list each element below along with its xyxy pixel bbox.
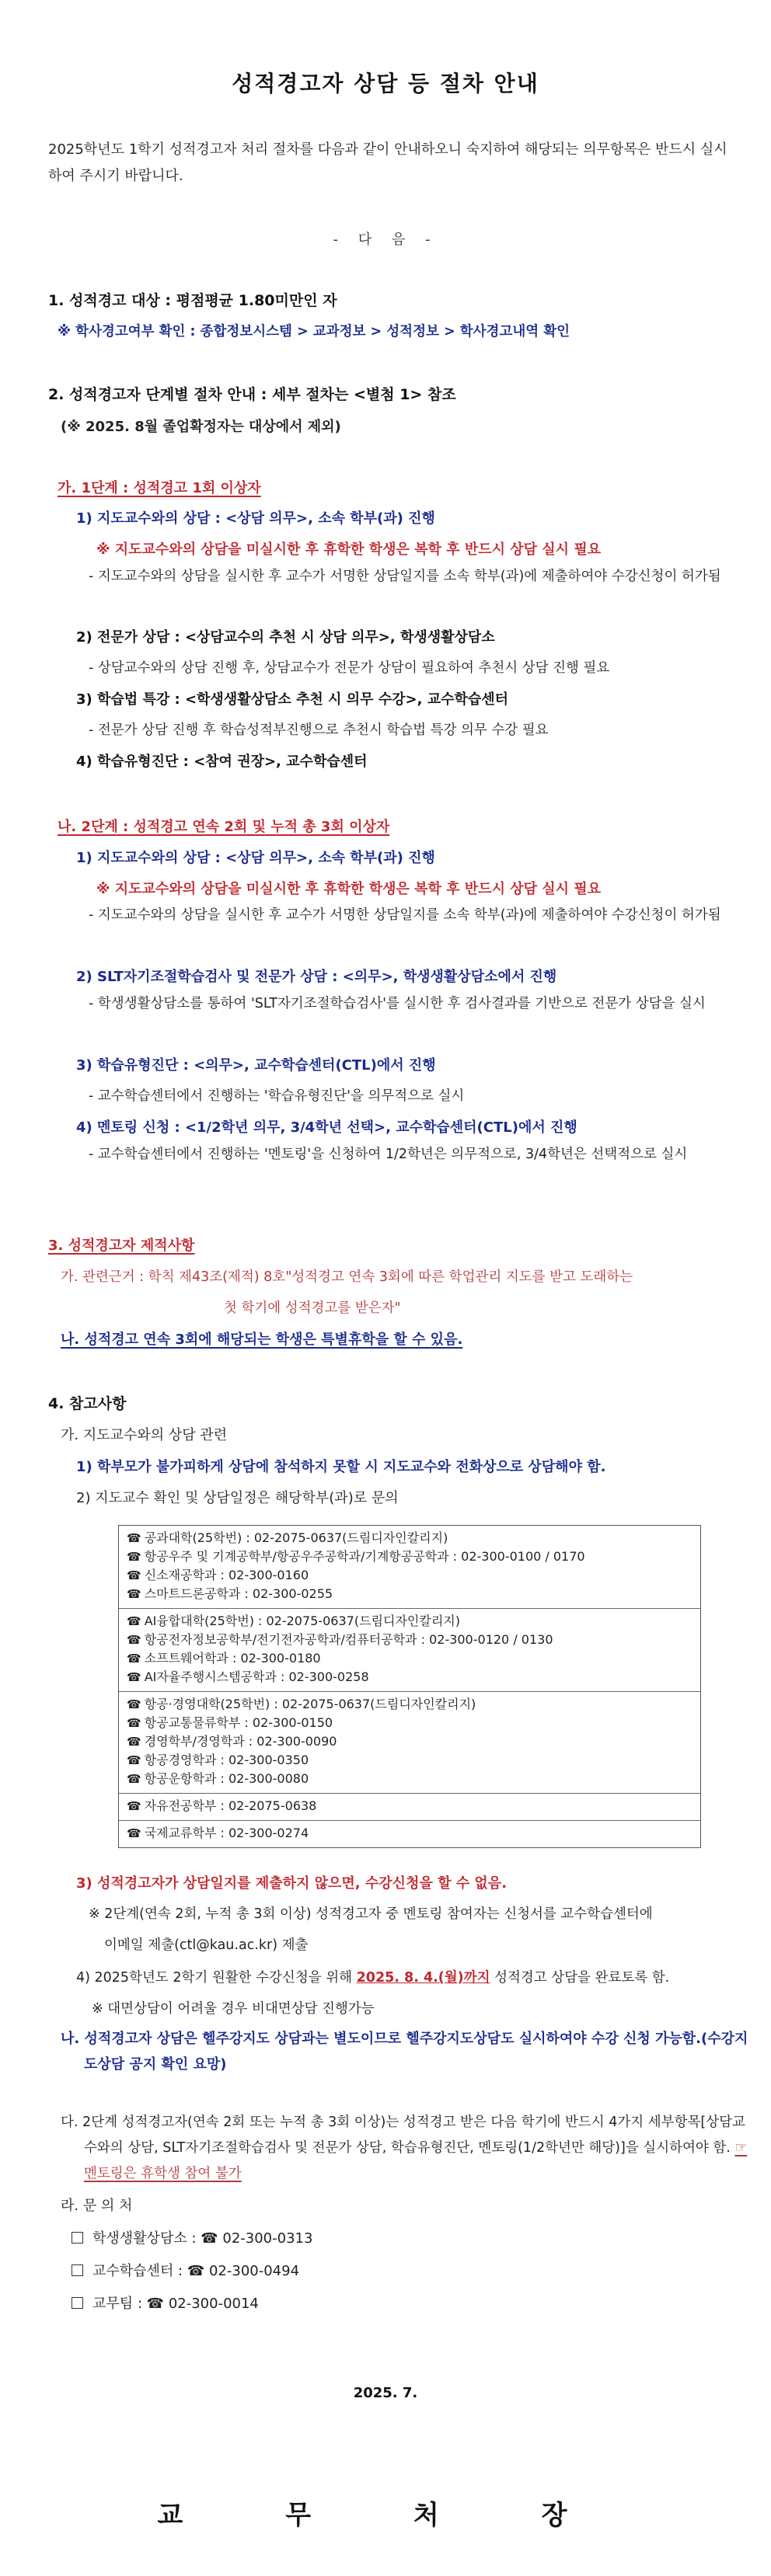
table-group-ai [119, 1609, 700, 1692]
section-4-item-2: 2) 지도교수 확인 및 상담일정은 해당학부(과)로 문의 [76, 1490, 399, 1506]
phone-icon: ☎ [127, 1799, 141, 1813]
table-group-international [119, 1821, 700, 1847]
table-row: ☎ 항공교통물류학부 : 02-300-0150 [127, 1715, 333, 1730]
table-row: ☎ AI자율주행시스템공학과 : 02-300-0258 [127, 1669, 369, 1684]
section-3-heading: 3. 성적경고자 제적사항 [48, 1238, 195, 1254]
table-group-engineering [119, 1526, 700, 1609]
phone-icon: ☎ [127, 1716, 141, 1730]
phone-icon: ☎ [127, 1735, 141, 1749]
table-row: ☎ 항공·경영대학(25학번) : 02-2075-0637(드림디자인칼리지) [127, 1697, 476, 1711]
stage-2-item-4: 4) 멘토링 신청 : <1/2학년 의무, 3/4학년 선택>, 교수학습센터(CTL)에서 진행 [76, 1119, 577, 1136]
stage-1-item-4: 4) 학습유형진단 : <참여 권장>, 교수학습센터 [76, 754, 368, 770]
checkbox-icon [72, 2232, 83, 2244]
stage-2-item-1-warning: ※ 지도교수와의 상담을 미실시한 후 휴학한 학생은 복학 후 반드시 상담 실시 필요 [96, 881, 602, 897]
section-4-na: 나. 성적경고자 상담은 헬주강지도 상담과는 별도이므로 헬주강지도상담도 실시하여야 수강 신청 가능함.(수강지도상담 공지 확인 요망) [61, 2031, 748, 2073]
section-3-ga: 가. 관련근거 : 학칙 제43조(제적) 8호"성적경고 연속 3회에 따른 학업관리 지도를 받고 도래하는 [61, 1269, 633, 1285]
stage-2-item-1-detail: - 지도교수와의 상담을 실시한 후 교수가 서명한 상담일지를 소속 학부(과)에 제출하여야 수강신청이 허가됨 [89, 907, 721, 923]
table-row: ☎ 항공운항학과 : 02-300-0080 [127, 1771, 309, 1786]
contact-item: 교수학습센터 : ☎ 02-300-0494 [72, 2260, 299, 2280]
table-group-business [119, 1692, 700, 1794]
table-row: ☎ 항공우주 및 기계공학부/항공우주공학과/기계항공공학과 : 02-300-0100 / 0170 [127, 1549, 585, 1564]
phone-icon: ☎ [127, 1550, 141, 1564]
phone-icon: ☎ [127, 1531, 141, 1545]
phone-icon: ☎ [127, 1652, 141, 1666]
section-2-note: (※ 2025. 8월 졸업확정자는 대상에서 제외) [61, 419, 341, 435]
intro-paragraph: 2025학년도 1학기 성적경고자 처리 절차를 다음과 같이 안내하오니 숙지하여 해당되는 의무항목은 반드시 실시하여 주시기 바랍니다. [48, 141, 727, 184]
section-4-ga: 가. 지도교수와의 상담 관련 [61, 1427, 228, 1443]
stage-2-title: 나. 2단계 : 성적경고 연속 2회 및 누적 총 3회 이상자 [58, 819, 390, 835]
contact-item: 학생생활상담소 : ☎ 02-300-0313 [72, 2227, 312, 2247]
section-3-na: 나. 성적경고 연속 3회에 해당되는 학생은 특별휴학을 할 수 있음. [61, 1332, 463, 1348]
stage-1-item-3-detail: - 전문가 상담 진행 후 학습성적부진행으로 추천시 학습법 특강 의무 수강 필요 [89, 722, 549, 738]
mentoring-notice: ☞ 멘토링은 휴학생 참여 불가 [84, 2140, 748, 2181]
phone-icon: ☎ [127, 1587, 141, 1601]
section-4-item-4: 4) 2025학년도 2학기 원활한 수강신청을 위해 2025. 8. 4.(월)까지 성적경고 상담을 완료토록 함. [76, 1970, 670, 1986]
section-2-heading: 2. 성적경고자 단계별 절차 안내 : 세부 절차는 <별첨 1> 참조 [48, 386, 456, 403]
table-row: ☎ 스마트드론공학과 : 02-300-0255 [127, 1586, 333, 1601]
phone-icon: ☎ [127, 1670, 141, 1684]
stage-2-item-3: 3) 학습유형진단 : <의무>, 교수학습센터(CTL)에서 진행 [76, 1057, 436, 1074]
stage-2-item-4-detail: - 교수학습센터에서 진행하는 '멘토링'을 신청하여 1/2학년은 의무적으로, 3/4학년은 선택적으로 실시 [89, 1147, 688, 1162]
table-row: ☎ 공과대학(25학번) : 02-2075-0637(드림디자인칼리지) [127, 1530, 448, 1545]
phone-icon: ☎ [127, 1697, 141, 1711]
stage-1-item-1-detail: - 지도교수와의 상담을 실시한 후 교수가 서명한 상담일지를 소속 학부(과)에 제출하여야 수강신청이 허가됨 [89, 569, 721, 584]
stage-1-item-1-warning: ※ 지도교수와의 상담을 미실시한 후 휴학한 학생은 복학 후 반드시 상담 실시 필요 [96, 541, 602, 558]
table-row: ☎ 경영학부/경영학과 : 02-300-0090 [127, 1734, 337, 1749]
stage-2-item-2: 2) SLT자기조절학습검사 및 전문가 상담 : <의무>, 학생생활상담소에서 진행 [76, 969, 557, 985]
section-1-heading: 1. 성적경고 대상 : 평점평균 1.80미만인 자 [48, 292, 337, 309]
department-contact-table [118, 1525, 701, 1848]
section-4-ra: 라. 문 의 처 [61, 2198, 133, 2214]
section-1-note: ※ 학사경고여부 확인 : 종합정보시스템 > 교과정보 > 성적정보 > 학사경고내역 확인 [58, 324, 570, 339]
section-4-item-3-note-cont: 이메일 제출(ctl@kau.ac.kr) 제출 [104, 1937, 309, 1953]
phone-icon: ☎ [127, 1826, 141, 1840]
stage-2-item-2-detail: - 학생생활상담소를 통하여 'SLT자기조절학습검사'를 실시한 후 검사결과를 기반으로 전문가 상담을 실시 [89, 996, 706, 1011]
section-divider-label: - 다 음 - [333, 231, 438, 248]
section-4-heading: 4. 참고사항 [48, 1395, 127, 1412]
phone-icon: ☎ [127, 1568, 141, 1582]
table-row: ☎ 신소재공학과 : 02-300-0160 [127, 1568, 309, 1582]
phone-icon: ☎ [127, 1772, 141, 1786]
checkbox-icon [72, 2297, 83, 2309]
table-row: ☎ 국제교류학부 : 02-300-0274 [127, 1826, 309, 1840]
section-4-item-3-note: ※ 2단계(연속 2회, 누적 총 3회 이상) 성적경고자 중 멘토링 참여자는 신청서를 교수학습센터에 [89, 1906, 653, 1922]
section-4-item-3: 3) 성적경고자가 상담일지를 제출하지 않으면, 수강신청을 할 수 없음. [76, 1875, 508, 1892]
section-4-item-4-note: ※ 대면상담이 어려울 경우 비대면상담 진행가능 [92, 2001, 375, 2017]
signature: 교 무 처 장 [157, 2500, 614, 2531]
stage-2-item-3-detail: - 교수학습센터에서 진행하는 '학습유형진단'을 의무적으로 실시 [89, 1088, 465, 1104]
table-row: ☎ 소프트웨어학과 : 02-300-0180 [127, 1651, 321, 1666]
checkbox-icon [72, 2264, 83, 2276]
table-group-liberal [119, 1794, 700, 1821]
contact-item: 교무팀 : ☎ 02-300-0014 [72, 2292, 259, 2313]
stage-1-item-2: 2) 전문가 상담 : <상담교수의 추천 시 상담 의무>, 학생생활상담소 [76, 629, 495, 646]
section-4-da: 다. 2단계 성적경고자(연속 2회 또는 누적 총 3회 이상)는 성적경고 받은 다음 학기에 반드시 4가지 세부항목[상담교수와의 상담, SLT자기조절학습검사 및 전문가 상담, 학습유형진단, 멘토링(1/2학년만 해당)]을 실시하여야 함. ☞ 멘토링은 휴학생 참여 불가 [61, 2115, 748, 2181]
document-date: 2025. 7. [353, 2385, 418, 2401]
phone-icon: ☎ [127, 1753, 141, 1767]
stage-1-item-2-detail: - 상담교수와의 상담 진행 후, 상담교수가 전문가 상담이 필요하여 추천시 상담 진행 필요 [89, 660, 610, 676]
section-4-item-1: 1) 학부모가 불가피하게 상담에 참석하지 못할 시 지도교수와 전화상으로 상담해야 함. [76, 1459, 606, 1475]
table-row: ☎ 항공전자정보공학부/전기전자공학과/컴퓨터공학과 : 02-300-0120 / 0130 [127, 1632, 553, 1647]
stage-1-title: 가. 1단계 : 성적경고 1회 이상자 [58, 480, 261, 496]
phone-icon: ☎ [127, 1633, 141, 1647]
deadline-highlight: 2025. 8. 4.(월)까지 [356, 1970, 490, 1986]
table-row: ☎ 자유전공학부 : 02-2075-0638 [127, 1798, 317, 1813]
stage-1-item-3: 3) 학습법 특강 : <학생생활상담소 추천 시 의무 수강>, 교수학습센터 [76, 691, 509, 708]
stage-2-item-1: 1) 지도교수와의 상담 : <상담 의무>, 소속 학부(과) 진행 [76, 850, 435, 866]
stage-1-item-1: 1) 지도교수와의 상담 : <상담 의무>, 소속 학부(과) 진행 [76, 510, 435, 527]
page-title: 성적경고자 상담 등 절차 안내 [232, 71, 539, 96]
section-3-ga-cont: 첫 학기에 성적경고를 받은자" [224, 1300, 401, 1316]
table-row: ☎ AI융합대학(25학번) : 02-2075-0637(드림디자인칼리지) [127, 1613, 460, 1628]
phone-icon: ☎ [127, 1614, 141, 1628]
table-row: ☎ 항공경영학과 : 02-300-0350 [127, 1753, 309, 1767]
